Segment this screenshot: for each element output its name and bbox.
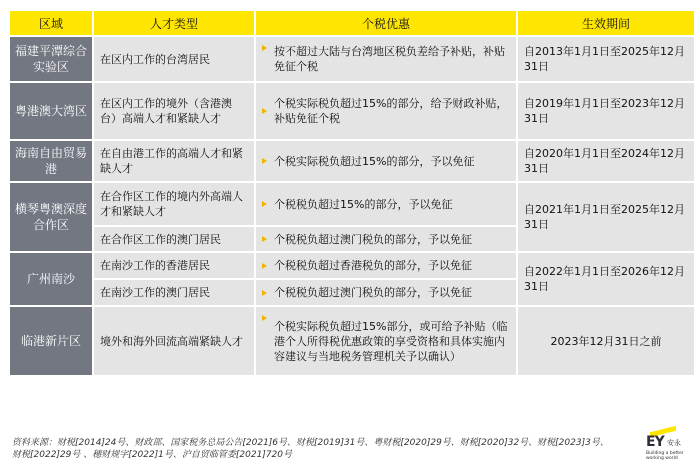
policy-text: 个税实际税负超过15%部分，或可给予补贴（临港个人所得税优惠政策的享受资格和具体实施内容建议与当地税务管理机关予以确认） <box>274 319 508 363</box>
bullet-arrow-icon <box>262 158 267 164</box>
talent-cell: 在合作区工作的境内外高端人才和紧缺人才 <box>94 183 254 225</box>
region-cell: 广州南沙 <box>10 253 92 305</box>
talent-cell: 境外和海外回流高端紧缺人才 <box>94 307 254 375</box>
policy-cell <box>256 307 516 375</box>
policy-cell <box>256 37 516 81</box>
policy-text: 个税税负超过澳门税负的部分，予以免征 <box>274 232 472 246</box>
bullet-arrow-icon <box>262 236 267 242</box>
logo-mark: EY <box>646 434 664 450</box>
policy-text: 个税实际税负超过15%的部分，给予财政补贴，补贴免征个税 <box>274 97 508 125</box>
region-cell: 福建平潭综合实验区 <box>10 37 92 81</box>
policy-cell <box>256 141 516 181</box>
ey-logo <box>630 429 690 463</box>
logo-chinese: 安永 <box>667 439 681 447</box>
region-cell: 粤港澳大湾区 <box>10 83 92 139</box>
policy-cell <box>256 280 516 305</box>
talent-cell: 在南沙工作的澳门居民 <box>94 280 254 305</box>
talent-cell: 在南沙工作的香港居民 <box>94 253 254 278</box>
table-row <box>10 37 694 81</box>
tax-incentive-table <box>8 9 696 377</box>
bullet-arrow-icon <box>262 45 267 51</box>
header-talent-type: 人才类型 <box>94 11 254 35</box>
policy-cell <box>256 83 516 139</box>
table-header-row <box>10 11 694 35</box>
logo-tagline: Building a better working world <box>646 451 684 461</box>
table-row <box>10 183 694 225</box>
period-cell: 自2013年1月1日至2025年12月31日 <box>518 37 694 81</box>
header-effective-period: 生效期间 <box>518 11 694 35</box>
table-row <box>10 307 694 375</box>
bullet-arrow-icon <box>262 201 267 207</box>
policy-text: 个税税负超过15%的部分，予以免征 <box>274 197 453 211</box>
bullet-arrow-icon <box>262 315 267 321</box>
policy-cell <box>256 183 516 225</box>
period-cell: 自2021年1月1日至2025年12月31日 <box>518 183 694 251</box>
talent-cell: 在区内工作的境外（含港澳台）高端人才和紧缺人才 <box>94 83 254 139</box>
header-region: 区域 <box>10 11 92 35</box>
table-row <box>10 253 694 278</box>
table-row <box>10 141 694 181</box>
period-cell: 2023年12月31日之前 <box>518 307 694 375</box>
policy-text: 个税税负超过澳门税负的部分，予以免征 <box>274 286 472 299</box>
region-cell: 海南自由贸易港 <box>10 141 92 181</box>
talent-cell: 在区内工作的台湾居民 <box>94 37 254 81</box>
table-row <box>10 83 694 139</box>
policy-text: 个税税负超过香港税负的部分，予以免征 <box>274 259 472 272</box>
region-cell: 横琴粤澳深度合作区 <box>10 183 92 251</box>
talent-cell: 在合作区工作的澳门居民 <box>94 227 254 251</box>
talent-cell: 在自由港工作的高端人才和紧缺人才 <box>94 141 254 181</box>
bullet-arrow-icon <box>262 108 267 114</box>
policy-cell <box>256 227 516 251</box>
region-cell: 临港新片区 <box>10 307 92 375</box>
source-footnote: 资料来源：财税[2014]24号、财政部、国家税务总局公告[2021]6号、财税[2019]31号、粤财税[2020]29号、财税[2020]32号、财税[2023]3号、财税[2022]29号 、穗财规字[2022]1号、沪自贸临管委[2021]720号 <box>12 438 609 460</box>
policy-text: 按不超过大陆与台湾地区税负差给予补贴，补贴免征个税 <box>274 45 505 73</box>
bullet-arrow-icon <box>262 290 267 296</box>
policy-cell <box>256 253 516 278</box>
policy-text: 个税实际税负超过15%的部分，予以免征 <box>274 154 475 168</box>
period-cell: 自2019年1月1日至2023年12月31日 <box>518 83 694 139</box>
period-cell: 自2022年1月1日至2026年12月31日 <box>518 253 694 305</box>
bullet-arrow-icon <box>262 263 267 269</box>
period-cell: 自2020年1月1日至2024年12月31日 <box>518 141 694 181</box>
header-tax-incentive: 个税优惠 <box>256 11 516 35</box>
